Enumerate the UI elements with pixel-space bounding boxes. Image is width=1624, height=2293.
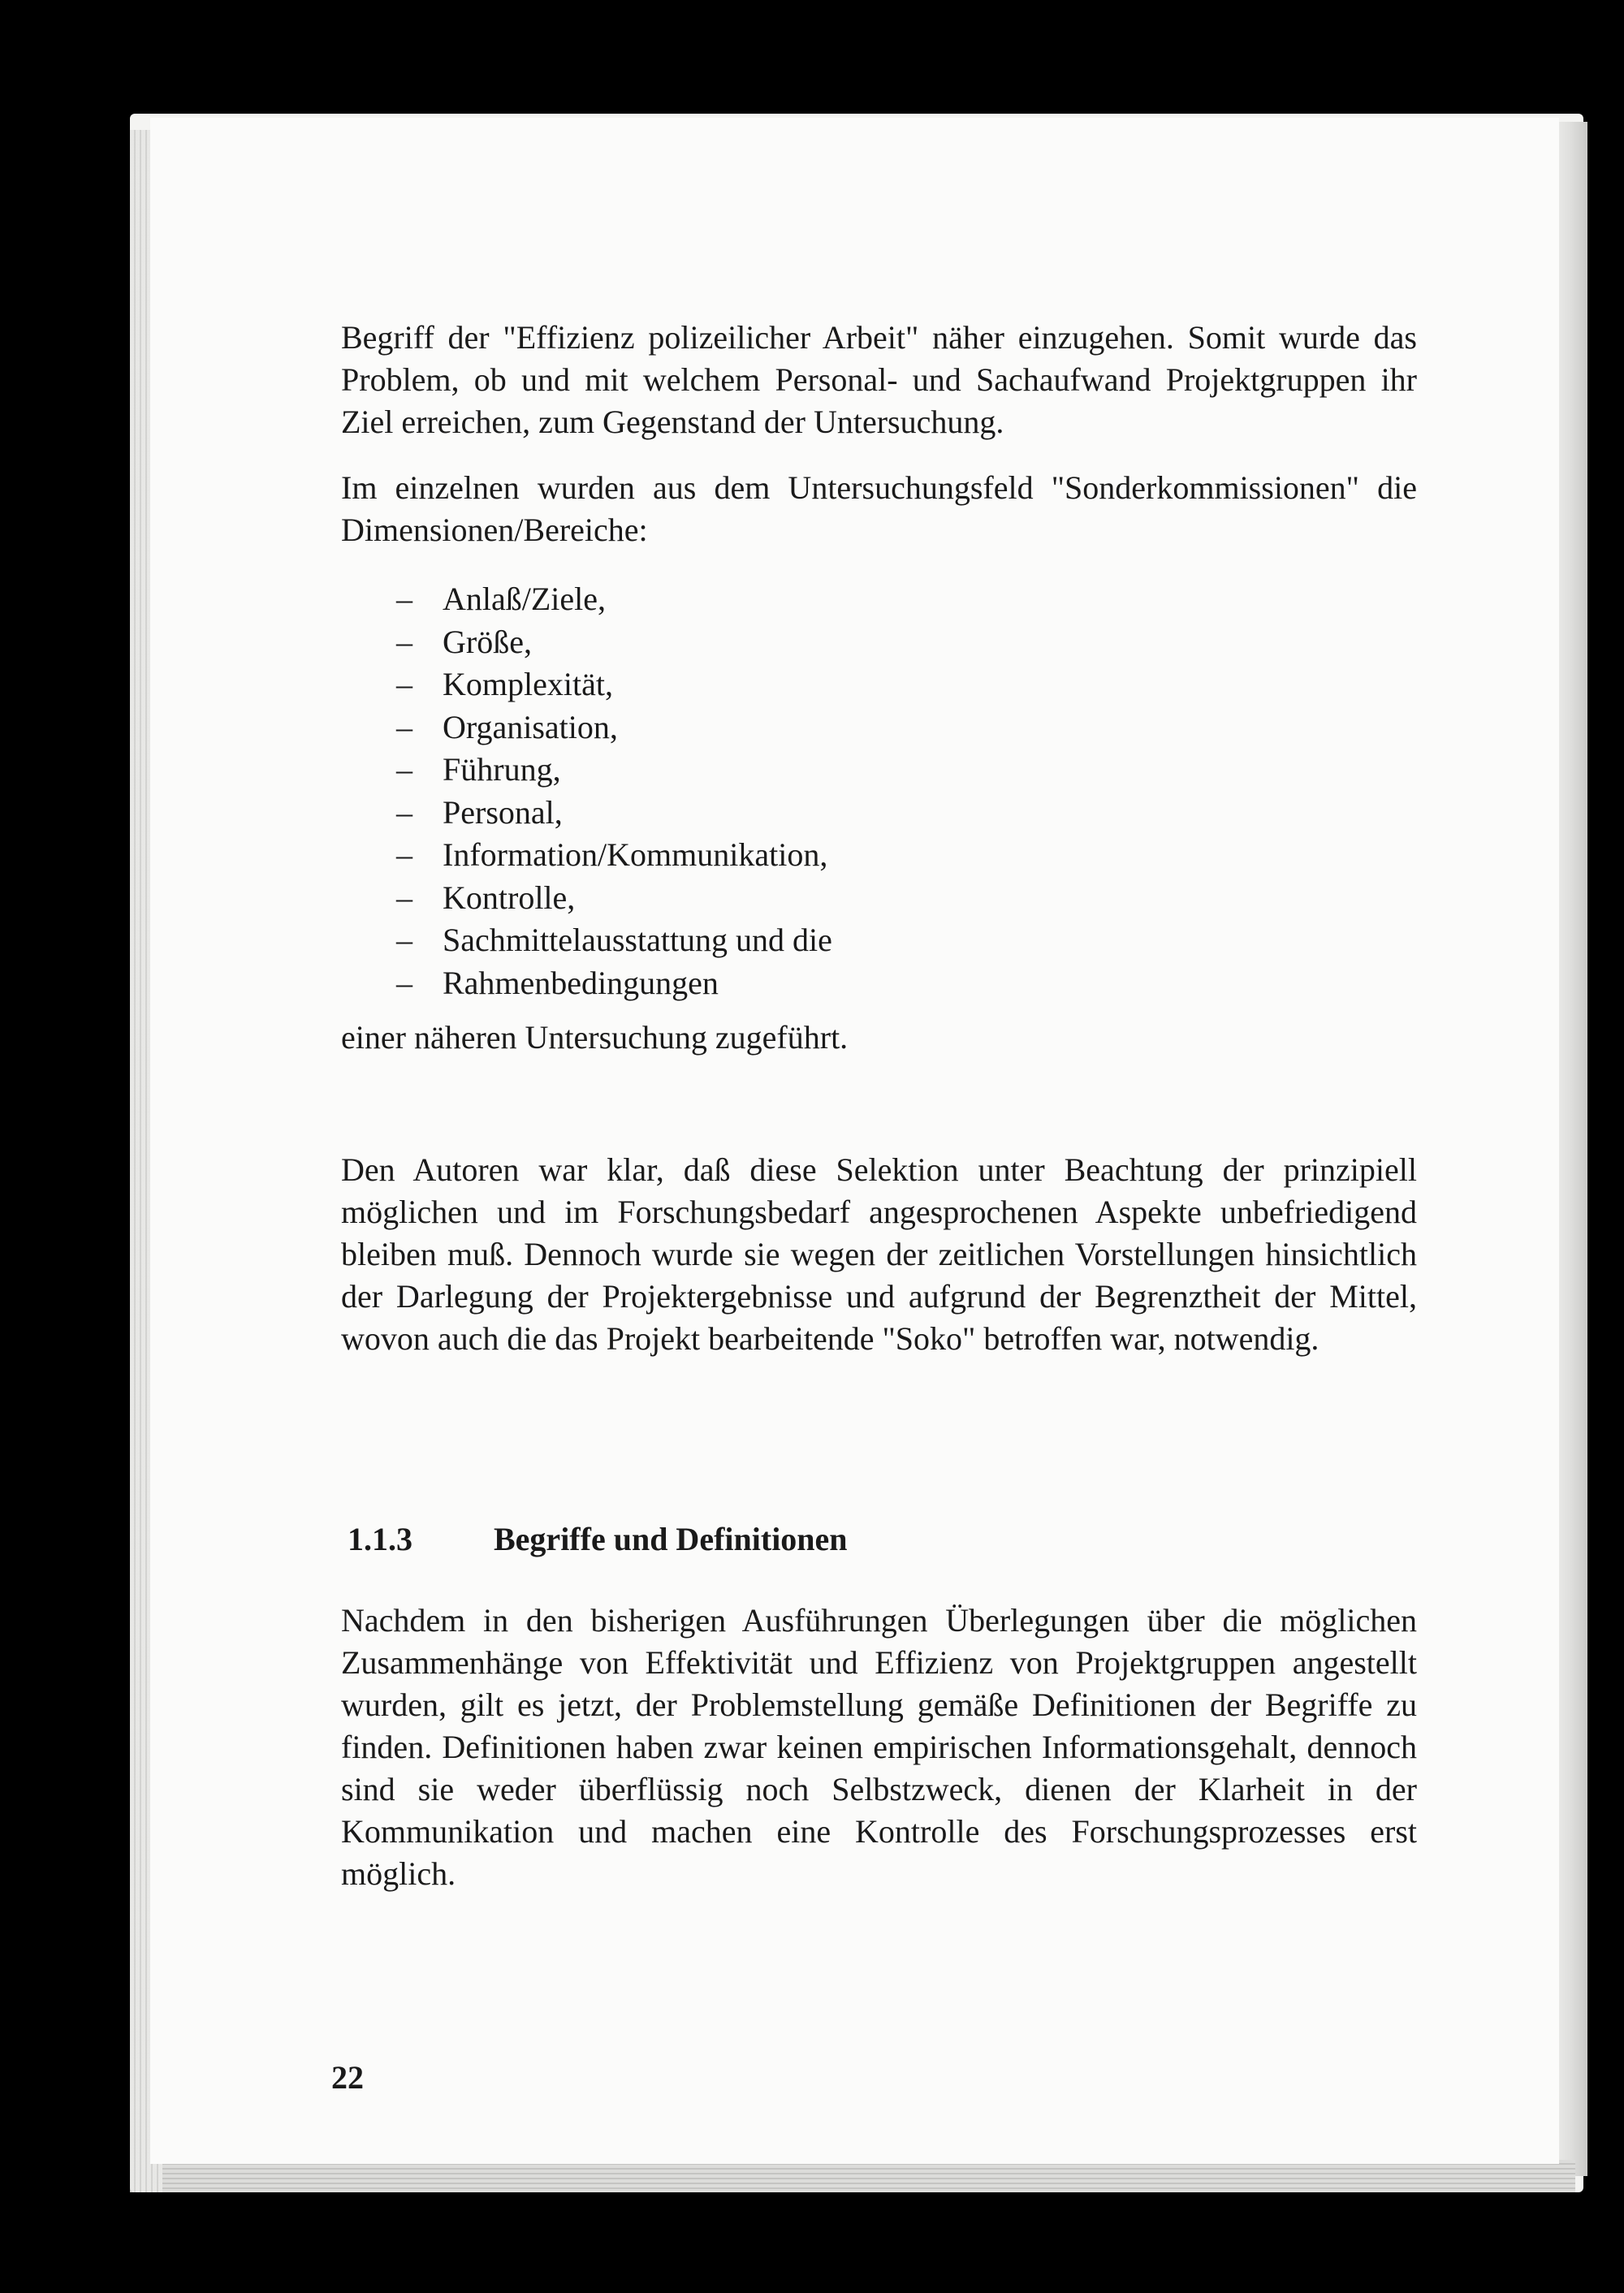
list-item-text: Rahmenbedingungen xyxy=(443,964,719,1001)
list-item xyxy=(396,663,832,706)
section-heading xyxy=(348,1518,848,1561)
list-dash: – xyxy=(396,922,412,958)
dimensions-list xyxy=(396,578,832,1004)
page-edges-bottom xyxy=(162,2160,1575,2192)
list-item-text: Information/Kommunikation, xyxy=(443,836,828,873)
list-dash: – xyxy=(396,623,412,660)
list-item-text: Größe, xyxy=(443,623,532,660)
list-item-text: Führung, xyxy=(443,751,561,788)
list-item xyxy=(396,962,832,1005)
list-item xyxy=(396,749,832,792)
section-title: Begriffe und Definitionen xyxy=(494,1521,848,1557)
list-item xyxy=(396,877,832,920)
paragraph-definitions: Nachdem in den bisherigen Ausführungen Überlegungen über die möglichen Zusammenhänge von Effektivität und Effizienz von Projektgruppen angestellt wurden, gilt es jetzt, der Problemstellung gemäße Definitionen der Begriffe zu finden. Definitionen haben zwar keinen empirischen Informationsgehalt, dennoch sind sie weder überflüssig noch Selbstzweck, dienen der Klarheit in der Kommunikation und machen eine Kontrolle des Forschungsprozesses erst möglich. xyxy=(341,1602,1417,1892)
list-dash: – xyxy=(396,793,412,831)
list-item xyxy=(396,919,832,962)
section-number: 1.1.3 xyxy=(348,1521,412,1557)
list-item xyxy=(396,578,832,621)
list-dash: – xyxy=(396,964,412,1001)
list-item-text: Kontrolle, xyxy=(443,879,576,916)
list-item xyxy=(396,706,832,749)
list-item-text: Komplexität, xyxy=(443,666,613,702)
list-item-text: Organisation, xyxy=(443,708,618,745)
list-item xyxy=(396,792,832,835)
list-item-text: Anlaß/Ziele, xyxy=(443,581,607,617)
list-item-text: Personal, xyxy=(443,793,563,831)
list-item-text: Sachmittelausstattung und die xyxy=(443,922,832,958)
paragraph-selection: Den Autoren war klar, daß diese Selektion unter Beachtung der prinzipiell möglichen und im Forschungsbedarf angesprochenen Aspekte unbefriedigend bleiben muß. Dennoch wurde sie wegen der zeitlichen Vorstellungen hinsichtlich der Darlegung der Projektergebnisse und aufgrund der Begrenztheit der Mittel, wovon auch die das Projekt bearbeitende "Soko" betroffen war, notwendig. xyxy=(341,1151,1417,1357)
paragraph-dimensions-outro: einer näheren Untersuchung zugeführt. xyxy=(341,1019,849,1056)
list-dash: – xyxy=(396,879,412,916)
list-dash: – xyxy=(396,666,412,702)
list-dash: – xyxy=(396,581,412,617)
list-item xyxy=(396,621,832,664)
list-dash: – xyxy=(396,708,412,745)
list-dash: – xyxy=(396,836,412,873)
paragraph-dimensions-intro: Im einzelnen wurden aus dem Untersuchungsfeld "Sonderkommissionen" die Dimensionen/Bereiche: xyxy=(341,469,1417,548)
list-dash: – xyxy=(396,751,412,788)
list-item xyxy=(396,834,832,877)
page-number: 22 xyxy=(331,2059,364,2096)
paragraph-intro: Begriff der "Effizienz polizeilicher Arbeit" näher einzugehen. Somit wurde das Problem, ob und mit welchem Personal- und Sachaufwand Projektgruppen ihr Ziel erreichen, zum Gegenstand der Untersuchung. xyxy=(341,319,1417,440)
